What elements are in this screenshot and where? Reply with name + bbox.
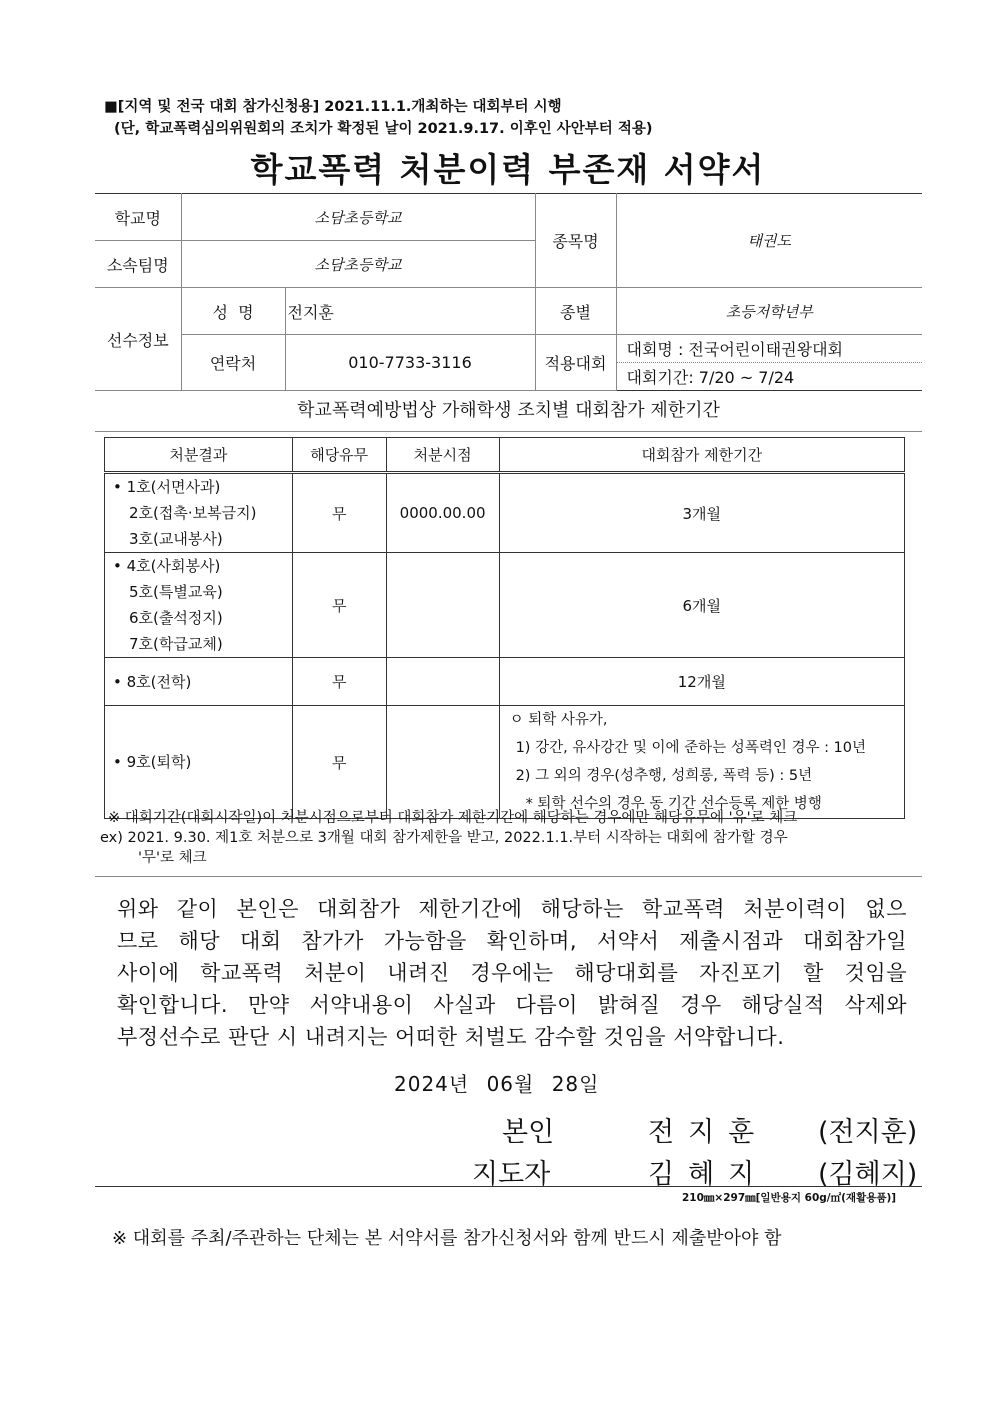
- note-line: 2) 그 외의 경우(성추행, 성희롱, 폭력 등) : 5년: [515, 768, 813, 784]
- pledge-line: 사이에 학교폭력 처분이 내려진 경우에는 해당대회를 자진포기 할 것임을: [117, 961, 907, 985]
- table-row: [105, 706, 905, 819]
- pledge-line: 위와 같이 본인은 대회참가 제한기간에 해당하는 학교폭력 처분이력이 없으: [117, 897, 907, 921]
- contact-value: 010-7733-3116: [285, 335, 535, 391]
- self-signature: (전지훈): [818, 1117, 918, 1148]
- competition-name: 대회명 : 전국어린이태권왕대회: [616, 335, 922, 363]
- coach-signature: (김혜지): [818, 1159, 918, 1190]
- pledge-line: 부정선수로 판단 시 내려지는 어떠한 처벌도 감수할 것임을 서약합니다.: [117, 1025, 785, 1049]
- divider: [95, 1186, 922, 1187]
- list-item: 3호(교내봉사): [129, 530, 223, 548]
- list-item: 5호(특별교육): [129, 583, 223, 601]
- coach-label: 지도자: [472, 1159, 551, 1190]
- player-info-label: 선수정보: [95, 288, 181, 391]
- note-line: * 퇴학 선수의 경우 동 기간 선수등록 제한 병행: [525, 796, 822, 812]
- school-value: 소담초등학교: [181, 194, 535, 241]
- notice-line-2: (단, 학교폭력심의위원회의 조치가 확정된 날이 2021.9.17. 이후인 사안부터 적용): [114, 121, 653, 137]
- team-label: 소속팀명: [95, 241, 181, 288]
- applicant-info-table: [95, 193, 922, 391]
- list-item: • 9호(퇴학): [113, 753, 192, 771]
- competition-label: 적용대회: [535, 335, 616, 391]
- table-row: [105, 553, 905, 658]
- table-row: [105, 658, 905, 706]
- row-applicable: 무: [292, 473, 386, 553]
- row-applicable: 무: [292, 553, 386, 658]
- table-row: [105, 473, 905, 553]
- row-period: 12개월: [499, 658, 904, 706]
- note-line: ㅇ 퇴학 사유가,: [509, 712, 608, 728]
- header-applicable: 해당유무: [292, 438, 386, 473]
- row-period: 3개월: [499, 473, 904, 553]
- notice-line-1: ■[지역 및 전국 대회 참가신청용] 2021.11.1.개최하는 대회부터 시행: [104, 99, 562, 115]
- pledge-line: 확인합니다. 만약 서약내용이 사실과 다름이 밝혀질 경우 해당실적 삭제와: [117, 993, 907, 1017]
- notice: [104, 96, 653, 140]
- event-label: 종목명: [535, 194, 616, 288]
- event-value: 태권도: [616, 194, 922, 288]
- row-applicable: 무: [292, 658, 386, 706]
- row-date: [386, 553, 499, 658]
- row-items: [105, 553, 293, 658]
- row-date: [386, 658, 499, 706]
- list-item: 7호(학급교체): [129, 635, 223, 653]
- row-date: [386, 706, 499, 819]
- list-item: 6호(출석정지): [129, 609, 223, 627]
- note-line: 1) 강간, 유사강간 및 이에 준하는 성폭력인 경우 : 10년: [515, 740, 867, 756]
- restriction-table-header: [105, 438, 905, 473]
- row-applicable: 무: [292, 706, 386, 819]
- row-date: 0000.00.00: [386, 473, 499, 553]
- header-date: 처분시점: [386, 438, 499, 473]
- list-item: 2호(접촉·보복금지): [129, 504, 257, 522]
- restriction-section-title: 학교폭력예방법상 가해학생 조치별 대회참가 제한기간: [95, 391, 922, 432]
- team-value: 소담초등학교: [181, 241, 535, 288]
- self-name: 전지훈: [648, 1117, 769, 1148]
- document-title: 학교폭력 처분이력 부존재 서약서: [250, 150, 766, 189]
- bottom-note: ※ 대회를 주최/주관하는 단체는 본 서약서를 참가신청서와 함께 반드시 제출받아야 함: [112, 1228, 782, 1249]
- pledge-line: 므로 해당 대회 참가가 가능함을 확인하며, 서약서 제출시점과 대회참가일: [117, 929, 907, 953]
- paper-spec: 210㎜×297㎜[일반용지 60g/㎡(재활용품)]: [682, 1192, 897, 1204]
- coach-name: 김혜지: [648, 1159, 769, 1190]
- self-label: 본인: [502, 1117, 555, 1148]
- row-items: [105, 473, 293, 553]
- contact-label: 연락처: [181, 335, 285, 391]
- footnote: [100, 808, 922, 868]
- school-label: 학교명: [95, 194, 181, 241]
- divider: [95, 876, 922, 877]
- pledge-text: [117, 893, 907, 1053]
- restriction-table: [104, 437, 905, 819]
- row-items: [105, 658, 293, 706]
- row-items: [105, 706, 293, 819]
- header-period: 대회참가 제한기간: [499, 438, 904, 473]
- division-label: 종별: [535, 288, 616, 335]
- row-period-notes: [499, 706, 904, 819]
- competition-period: 대회기간: 7/20 ~ 7/24: [616, 363, 922, 391]
- list-item: • 8호(전학): [113, 672, 192, 691]
- row-period: 6개월: [499, 553, 904, 658]
- name-label: 성 명: [181, 288, 285, 335]
- division-value: 초등저학년부: [616, 288, 922, 335]
- footnote-line-3: '무'로 체크: [138, 850, 207, 866]
- name-value: 전지훈: [285, 288, 535, 335]
- footnote-line-2: ex) 2021. 9.30. 제1호 처분으로 3개월 대회 참가제한을 받고, 2022.1.1.부터 시작하는 대회에 참가할 경우: [100, 830, 788, 846]
- list-item: • 4호(사회봉사): [113, 557, 221, 575]
- header-result: 처분결과: [105, 438, 293, 473]
- list-item: • 1호(서면사과): [113, 478, 221, 496]
- footnote-line-1: ※ 대회기간(대회시작일)이 처분시점으로부터 대회참가 제한기간에 해당하는 경우에만 해당유무에 '유'로 체크: [108, 810, 798, 826]
- sign-date: 2024년 06월 28일: [394, 1072, 600, 1096]
